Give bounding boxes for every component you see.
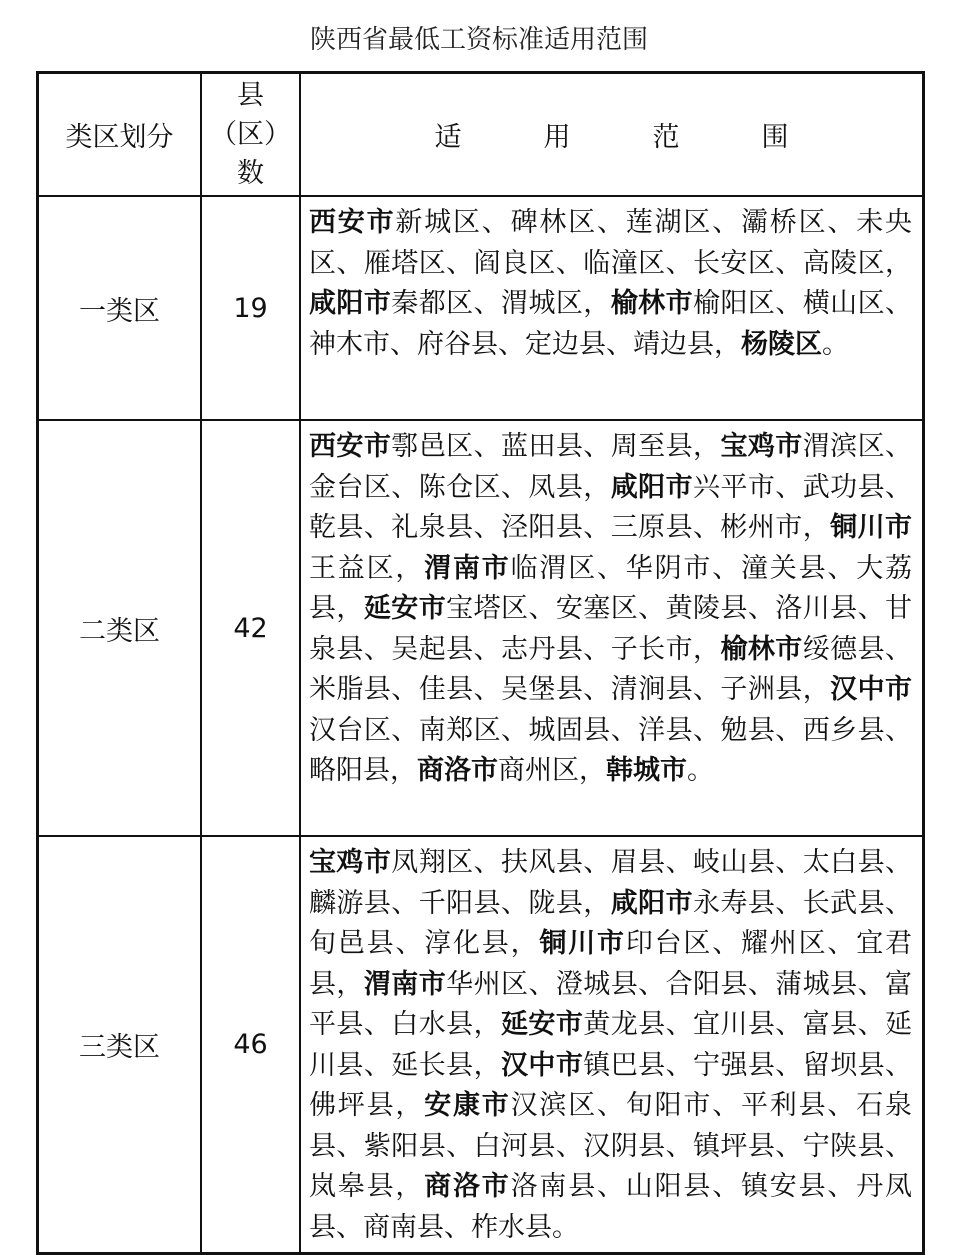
county-list: 渭滨区、金台区、陈仓区、凤县， xyxy=(309,431,913,503)
county-list: 洛南县、山阳县、镇安县、丹凤县、商南县、柞水县。 xyxy=(309,1171,913,1243)
city-name: 咸阳市 xyxy=(610,471,694,503)
row-category: 一类区 xyxy=(38,196,202,420)
city-name: 榆林市 xyxy=(720,633,803,665)
header-scope: 适用范围 xyxy=(300,73,924,197)
county-list: 榆阳区、横山区、神木市、府谷县、定边县、靖边县， xyxy=(309,288,913,360)
row-count: 42 xyxy=(201,420,300,836)
table-row xyxy=(38,196,924,420)
header-count-line: 数 xyxy=(237,158,264,189)
city-name: 咸阳市 xyxy=(309,288,392,319)
row-count: 19 xyxy=(201,196,300,420)
city-name: 渭南市 xyxy=(363,968,447,1000)
county-list: 王益区， xyxy=(309,552,425,584)
city-name: 咸阳市 xyxy=(610,887,694,919)
city-name: 宝鸡市 xyxy=(720,431,803,462)
city-name: 西安市 xyxy=(309,207,396,238)
city-name: 宝鸡市 xyxy=(309,847,392,878)
city-name: 铜川市 xyxy=(539,928,626,959)
county-list: 宝塔区、安塞区、黄陵县、洛川县、甘泉县、吴起县、志丹县、子长市， xyxy=(309,593,913,665)
city-name: 杨陵区 xyxy=(741,328,822,360)
county-list: 新城区、碑林区、莲湖区、灞桥区、未央区、雁塔区、阎良区、临潼区、长安区、高陵区， xyxy=(309,207,913,279)
header-count-line: （区） xyxy=(210,119,291,150)
city-name: 安康市 xyxy=(424,1090,511,1121)
city-name: 榆林市 xyxy=(610,288,694,319)
county-list: 兴平市、武功县、乾县、礼泉县、泾阳县、三原县、彬州市， xyxy=(309,471,913,543)
county-list: 商州区， xyxy=(498,755,606,786)
min-wage-scope-table xyxy=(36,71,925,1255)
row-scope xyxy=(300,196,924,420)
county-list: 绥德县、米脂县、佳县、吴堡县、清涧县、子洲县， xyxy=(309,633,913,705)
county-list: 镇巴县、宁强县、留坝县、佛坪县， xyxy=(309,1049,913,1121)
row-scope xyxy=(300,836,924,1254)
county-list: 印台区、耀州区、宜君县， xyxy=(309,928,913,1000)
city-name: 商洛市 xyxy=(424,1171,511,1202)
city-name: 延安市 xyxy=(363,593,447,624)
header-count xyxy=(201,73,300,197)
county-list: 秦都区、渭城区， xyxy=(391,288,611,319)
header-count-line: 县 xyxy=(237,80,264,111)
table-row xyxy=(38,420,924,836)
county-list: 凤翔区、扶风县、眉县、岐山县、太白县、麟游县、千阳县、陇县， xyxy=(309,847,913,919)
county-list: 。 xyxy=(687,755,714,786)
county-list: 永寿县、长武县、旬邑县、淳化县， xyxy=(309,887,913,959)
row-scope xyxy=(300,420,924,836)
row-count: 46 xyxy=(201,836,300,1254)
county-list: 华州区、澄城县、合阳县、蒲城县、富平县、白水县， xyxy=(309,968,913,1040)
city-name: 延安市 xyxy=(501,1009,584,1040)
county-list: 黄龙县、宜川县、富县、延川县、延长县， xyxy=(309,1009,913,1081)
city-name: 渭南市 xyxy=(424,552,511,584)
city-name: 韩城市 xyxy=(606,755,687,786)
city-name: 汉中市 xyxy=(501,1049,584,1081)
county-list: 汉滨区、旬阳市、平利县、石泉县、紫阳县、白河县、汉阴县、镇坪县、宁陕县、岚皋县， xyxy=(309,1090,913,1202)
county-list: 。 xyxy=(822,328,849,360)
county-list: 鄠邑区、蓝田县、周至县， xyxy=(391,431,721,462)
row-category: 二类区 xyxy=(38,420,202,836)
city-name: 汉中市 xyxy=(830,674,913,705)
county-list: 临渭区、华阴市、潼关县、大荔县， xyxy=(309,552,913,624)
page-title: 陕西省最低工资标准适用范围 xyxy=(309,25,648,55)
table-header-row xyxy=(38,73,924,197)
city-name: 铜川市 xyxy=(830,512,913,543)
county-list: 汉台区、南郑区、城固县、洋县、勉县、西乡县、略阳县， xyxy=(309,714,912,786)
city-name: 商洛市 xyxy=(417,755,498,786)
row-category: 三类区 xyxy=(38,836,202,1254)
city-name: 西安市 xyxy=(309,431,392,462)
header-category: 类区划分 xyxy=(38,73,202,197)
table-row xyxy=(38,836,924,1254)
